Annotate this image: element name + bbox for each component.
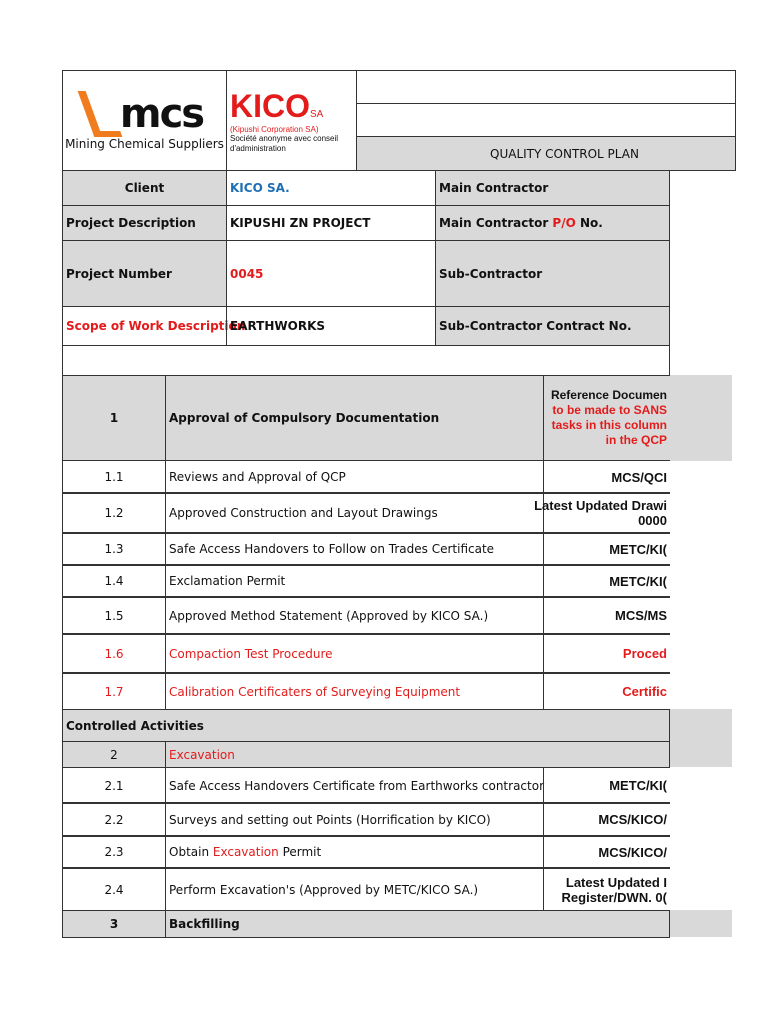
activity-text: Safe Access Handovers Certificate from Earthworks contractor [169,778,544,793]
activity-text: Obtain [169,845,213,859]
document-title: QUALITY CONTROL PLAN [356,136,736,171]
sub-contract-no-label: Sub-Contractor Contract No. [435,306,670,346]
row-number: 2.1 [62,767,166,804]
activity-text: Exclamation Permit [169,574,286,588]
reference-cell [543,835,670,869]
row-number: 1.6 [62,633,166,674]
reference-cell [543,767,670,804]
reference-text: METC/KI( [609,541,667,557]
kico-logo-subtitle2: Société anonyme avec conseil d'administration [230,133,339,153]
activity-cell [165,564,544,598]
row-number: 1.1 [62,460,166,494]
kico-logo-sa: SA [310,108,324,120]
activity-text-end: Permit [278,845,322,859]
activity-text: Surveys and setting out Points (Horrification by KICO) [169,812,491,827]
section-1-title: Approval of Compulsory Documentation [165,375,544,461]
project-number-label: Project Number [62,240,227,307]
activity-text: Approved Construction and Layout Drawings [169,506,438,520]
activity-cell [165,767,544,804]
reference-text: MCS/KICO/ [598,844,667,860]
kico-logo-subtitle: (Kipushi Corporation SA) [230,124,319,134]
activity-cell [165,633,544,674]
main-contractor-po-label [435,205,670,241]
sub-contractor-label: Sub-Contractor [435,240,670,307]
section-3-title: Backfilling [165,910,670,938]
client-value: KICO SA. [226,170,436,206]
section-3-ext [669,910,732,937]
reference-text: Certific [622,684,667,699]
row-number: 2.3 [62,835,166,869]
row-number: 1.4 [62,564,166,598]
reference-document-header [543,375,670,461]
ref-header-3: tasks in this column [551,418,667,432]
mcs-logo-subtitle: Mining Chemical Suppliers [65,136,224,151]
spacer-row [62,345,670,376]
activity-text: Compaction Test Procedure [169,646,333,661]
section-2-title: Excavation [165,741,670,768]
activity-text: Safe Access Handovers to Follow on Trades Certificate [169,542,495,556]
header-ext [669,375,732,461]
reference-text: Latest Updated Drawi [534,498,667,513]
kico-logo [226,70,357,171]
header-blank-1 [356,70,736,104]
section-1-number: 1 [62,375,166,461]
reference-text: MCS/QCI [611,469,667,485]
po-label-a: Main Contractor [439,216,553,230]
row-number: 1.5 [62,596,166,635]
ref-header-1: Reference Documen [550,388,667,402]
client-label: Client [62,170,227,206]
mcs-logo-text: mcs [119,90,204,137]
row-number: 1.7 [62,672,166,711]
row-number: 2.2 [62,802,166,837]
reference-text: MCS/KICO/ [598,812,667,827]
reference-text: Proced [622,646,667,661]
reference-cell [534,492,670,534]
ref-header-2: to be made to SANS [552,403,667,417]
activity-text: Calibration Certificaters of Surveying Equipment [169,684,461,699]
activity-cell [165,532,544,566]
reference-cell [543,672,670,711]
mcs-logo [62,70,227,171]
activity-text: Approved Method Statement (Approved by KICO SA.) [169,608,489,623]
row-number: 1.3 [62,532,166,566]
activity-cell [165,672,544,711]
activity-cell [165,867,544,912]
section-ext [669,709,732,767]
main-contractor-label: Main Contractor [435,170,670,206]
reference-cell [543,564,670,598]
section-2-number: 2 [62,741,166,768]
activity-cell [165,460,544,494]
row-number: 2.4 [62,867,166,912]
reference-text: METC/KI( [609,778,667,793]
section-3-number: 3 [62,910,166,938]
reference-text-2: 0000 [638,513,667,528]
mcs-swoosh-icon [78,91,123,137]
reference-cell [543,596,670,635]
reference-cell [543,460,670,494]
activity-cell [165,596,544,635]
reference-text: METC/KI( [609,573,667,589]
reference-cell [543,633,670,674]
kico-logo-text: KICO [230,87,310,124]
activity-cell [165,802,544,837]
po-label-b: P/O [552,216,576,230]
reference-cell [543,532,670,566]
reference-text-2: Register/DWN. 0( [561,889,667,905]
po-label-c: No. [575,216,603,230]
project-description-label: Project Description [62,205,227,241]
reference-cell [543,867,670,912]
activity-cell [165,835,544,869]
project-description-value: KIPUSHI ZN PROJECT [226,205,436,241]
ref-header-4: in the QCP [605,433,667,447]
project-number-value: 0045 [226,240,436,307]
activity-cell [165,492,544,534]
scope-value: EARTHWORKS [226,306,436,346]
activity-text-highlight: Excavation [212,845,279,859]
activity-text: Reviews and Approval of QCP [169,470,346,484]
reference-text: MCS/MS [615,608,667,623]
controlled-activities-heading: Controlled Activities [62,709,670,742]
reference-text: Latest Updated I [565,874,667,890]
activity-text: Perform Excavation's (Approved by METC/KICO SA.) [169,882,479,897]
row-number: 1.2 [62,492,166,534]
scope-label: Scope of Work Description [62,306,227,346]
header-blank-2 [356,103,736,137]
reference-cell [543,802,670,837]
